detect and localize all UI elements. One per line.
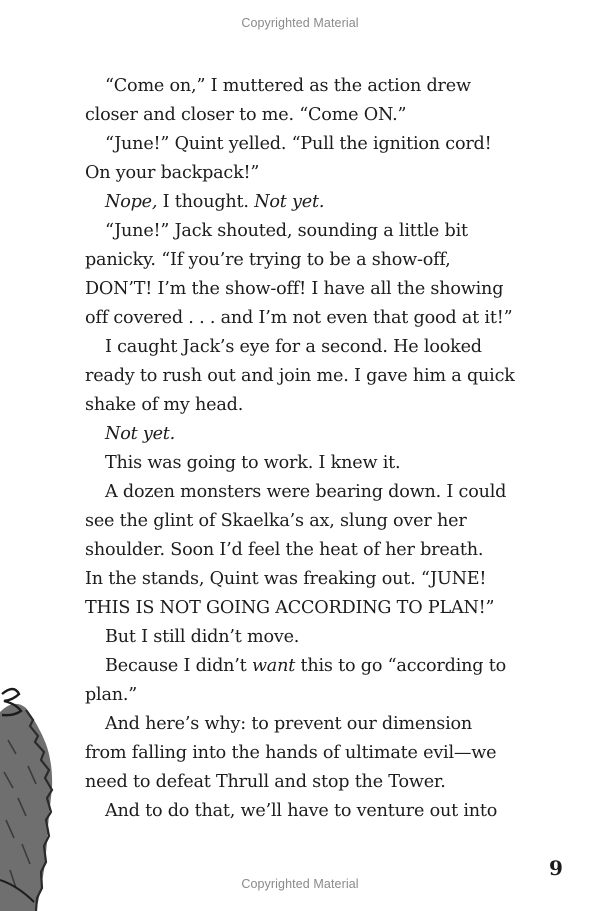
text-line xyxy=(85,420,545,449)
text-run: This was going to work. I knew it. xyxy=(105,453,401,473)
body-text xyxy=(85,72,545,826)
italic-text: Nope, xyxy=(105,192,158,212)
text-run: THIS IS NOT GOING ACCORDING TO PLAN!” xyxy=(85,598,495,618)
text-run: shoulder. Soon I’d feel the heat of her breath. xyxy=(85,540,484,560)
text-run: But I still didn’t move. xyxy=(105,627,300,647)
text-run: DON’T! I’m the show-off! I have all the showing xyxy=(85,279,504,299)
text-line xyxy=(85,797,545,826)
text-line xyxy=(85,536,545,565)
text-run: And here’s why: to prevent our dimension xyxy=(105,714,473,734)
text-line xyxy=(85,333,545,362)
text-run: “June!” Jack shouted, sounding a little bit xyxy=(105,221,468,241)
text-line xyxy=(85,304,545,333)
text-run: from falling into the hands of ultimate evil—we xyxy=(85,743,497,763)
text-line xyxy=(85,130,545,159)
text-run: ready to rush out and join me. I gave him a quick xyxy=(85,366,515,386)
text-run: plan.” xyxy=(85,685,138,705)
text-run: I caught Jack’s eye for a second. He looked xyxy=(105,337,482,357)
text-line xyxy=(85,391,545,420)
watermark-top: Copyrighted Material xyxy=(241,16,359,30)
text-run: this to go “according to xyxy=(295,656,506,676)
italic-text: Not yet. xyxy=(105,424,176,444)
text-run: panicky. “If you’re trying to be a show-off, xyxy=(85,250,451,270)
text-run: Because I didn’t xyxy=(105,656,252,676)
page-number: 9 xyxy=(549,856,563,880)
text-run: In the stands, Quint was freaking out. “JUNE! xyxy=(85,569,487,589)
text-run: see the glint of Skaelka’s ax, slung over her xyxy=(85,511,467,531)
text-line xyxy=(85,449,545,478)
text-line xyxy=(85,739,545,768)
text-line xyxy=(85,623,545,652)
text-line xyxy=(85,594,545,623)
text-line xyxy=(85,507,545,536)
text-line xyxy=(85,652,545,681)
text-line xyxy=(85,362,545,391)
text-run: On your backpack!” xyxy=(85,163,260,183)
text-run: “June!” Quint yelled. “Pull the ignition cord! xyxy=(105,134,492,154)
text-run: closer and closer to me. “Come ON.” xyxy=(85,105,407,125)
text-line xyxy=(85,188,545,217)
text-run: shake of my head. xyxy=(85,395,244,415)
text-line xyxy=(85,217,545,246)
text-line xyxy=(85,681,545,710)
text-line xyxy=(85,101,545,130)
text-run: A dozen monsters were bearing down. I could xyxy=(105,482,507,502)
text-line xyxy=(85,478,545,507)
text-line xyxy=(85,246,545,275)
text-line xyxy=(85,159,545,188)
text-run: off covered . . . and I’m not even that good at it!” xyxy=(85,308,513,328)
text-run: I thought. xyxy=(157,192,255,212)
text-run: And to do that, we’ll have to venture out into xyxy=(105,801,498,821)
text-run: need to defeat Thrull and stop the Tower. xyxy=(85,772,446,792)
watermark-bottom: Copyrighted Material xyxy=(241,877,359,891)
text-run: “Come on,” I muttered as the action drew xyxy=(105,76,471,96)
text-line xyxy=(85,72,545,101)
italic-text: want xyxy=(251,656,296,676)
text-line xyxy=(85,710,545,739)
text-line xyxy=(85,275,545,304)
italic-text: Not yet. xyxy=(254,192,325,212)
text-line xyxy=(85,565,545,594)
text-line xyxy=(85,768,545,797)
